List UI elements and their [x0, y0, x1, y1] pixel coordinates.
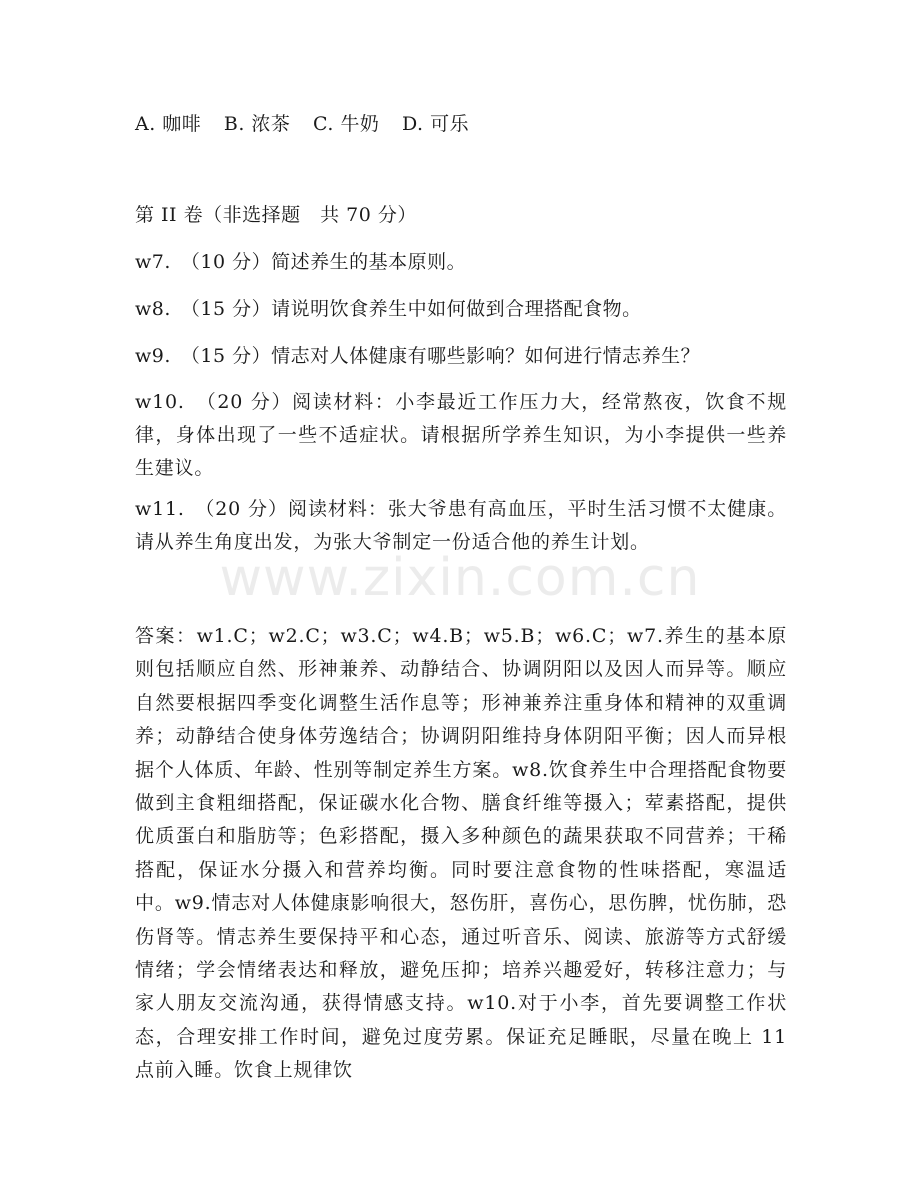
question-w10: w10. （20 分）阅读材料：小李最近工作压力大，经常熬夜，饮食不规律，身体出现了一些不适症状。请根据所学养生知识，为小李提供一些养生建议。	[135, 391, 787, 479]
option-d: D. 可乐	[401, 113, 470, 135]
section-title: 第 II 卷（非选择题 共 70 分）	[135, 204, 417, 226]
option-b: B. 浓茶	[223, 113, 291, 135]
watermark: www.zixin.com.cn	[219, 548, 701, 608]
question-w8: w8. （15 分）请说明饮食养生中如何做到合理搭配食物。	[135, 298, 642, 320]
option-a: A. 咖啡	[135, 113, 202, 135]
answer-options	[135, 107, 485, 141]
question-w7: w7. （10 分）简述养生的基本原则。	[135, 251, 467, 273]
question-w11: w11. （20 分）阅读材料：张大爷患有高血压，平时生活习惯不太健康。请从养生角度出发，为张大爷制定一份适合他的养生计划。	[135, 498, 787, 553]
question-w9: w9. （15 分）情志对人体健康有哪些影响？如何进行情志养生？	[135, 345, 701, 367]
option-c: C. 牛奶	[312, 113, 380, 135]
answer-key: 答案：w1.C；w2.C；w3.C；w4.B；w5.B；w6.C；w7.养生的基本原则包括顺应自然、形神兼养、动静结合、协调阴阳以及因人而异等。顺应自然要根据四季变化调整生活作息等；形神兼养注重身体和精神的双重调养；动静结合使身体劳逸结合；协调阴阳维持身体阴阳平衡；因人而异根据个人体质、年龄、性别等制定养生方案。w8.饮食养生中合理搭配食物要做到主食粗细搭配，保证碳水化合物、膳食纤维等摄入；荤素搭配，提供优质蛋白和脂肪等；色彩搭配，摄入多种颜色的蔬果获取不同营养；干稀搭配，保证水分摄入和营养均衡。同时要注意食物的性味搭配，寒温适中。w9.情志对人体健康影响很大，怒伤肝，喜伤心，思伤脾，忧伤肺，恐伤肾等。情志养生要保持平和心态，通过听音乐、阅读、旅游等方式舒缓情绪；学会情绪表达和释放，避免压抑；培养兴趣爱好，转移注意力；与家人朋友交流沟通，获得情感支持。w10.对于小李，首先要调整工作状态，合理安排工作时间，避免过度劳累。保证充足睡眠，尽量在晚上 11 点前入睡。饮食上规律饮	[135, 625, 787, 1082]
